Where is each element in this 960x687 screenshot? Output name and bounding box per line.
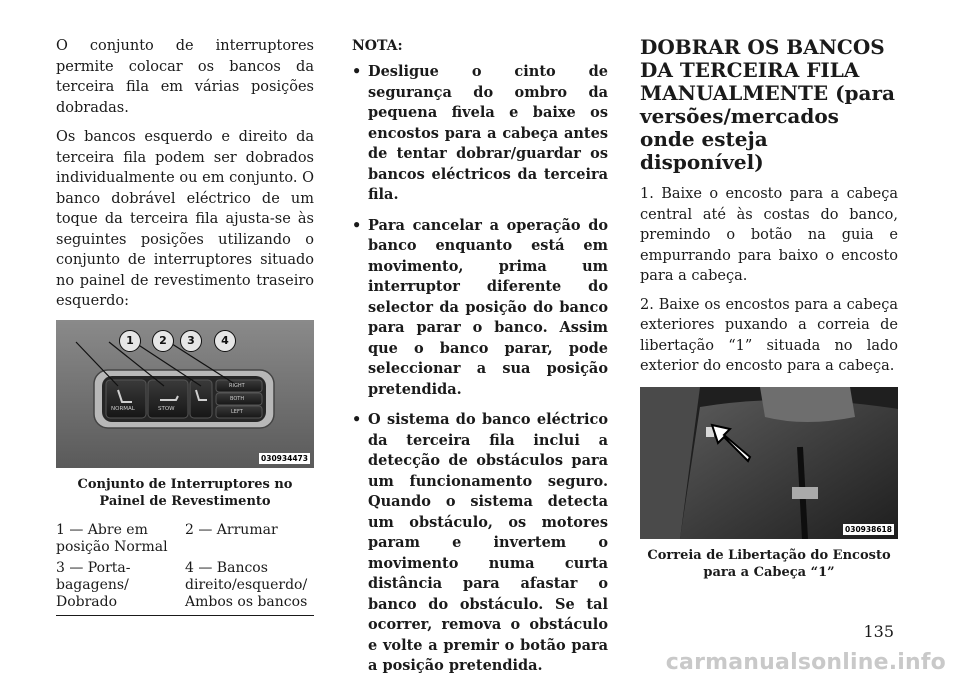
figure-caption: Conjunto de Interruptores no Painel de Revestimento [77,476,293,509]
callout-4: 4 [214,330,236,352]
section-heading: DOBRAR OS BANCOS DA TERCEIRA FILA MANUALMENTE (para versões/mercados onde esteja disponível) [640,35,895,174]
legend-row [56,560,314,615]
legend-item-4: 4 — Bancos direito/esquerdo/ Ambos os bancos [185,559,308,610]
step-2: 2. Baixe os encostos para a cabeça exteriores puxando a correia de libertação “1” situada no lado exterior do encosto para a cabeça. [640,296,898,374]
switch-label-right: RIGHT [229,382,245,389]
note-bullet-1 [352,62,608,206]
note-label: NOTA: [352,38,403,54]
headrest-strap-figure [640,387,898,539]
switch-label-both: BOTH [230,395,245,402]
note-bullet-text: Desligue o cinto de segurança do ombro da pequena fivela e baixe os encostos para a cabeça antes de tentar dobrar/guardar os bancos eléctricos da terceira fila. [368,63,608,203]
middle-column [352,36,608,687]
bullet-icon: • [352,411,362,428]
intro-paragraph: O conjunto de interruptores permite colocar os bancos da terceira fila em várias posições dobradas. [56,38,314,116]
callout-2: 2 [152,330,174,352]
figure-caption: Correia de Libertação do Encosto para a Cabeça “1” [647,547,891,580]
switch-panel-figure [56,320,314,468]
left-column [56,36,314,616]
switch-label-normal: NORMAL [111,405,135,412]
page-number: 135 [863,622,894,641]
legend-row [56,522,314,560]
note-bullet-2 [352,216,608,401]
legend-table [56,522,314,615]
note-bullet-text: Para cancelar a operação do banco enquanto está em movimento, prima um interruptor diferente do selector da posição do banco para parar o banco. Assim que o banco parar, pode seleccionar a sua posição pretendida. [368,216,608,398]
bullet-icon: • [352,216,362,234]
note-bullet-text: O sistema do banco eléctrico da terceira fila inclui a detecção de obstáculos para um funcionamento seguro. Quando o sistema detecta um obstáculo, os motores param e invertem o movimento numa curta distância para afastar o banco do obstáculo. Se tal ocorrer, remova o obstáculo e volte a premir o botão para a posição pretendida. [368,411,608,674]
step-1: 1. Baixe o encosto para a cabeça central até às costas do banco, premindo o botão na guia e empurrando para baixo o encosto para a cabeça. [640,186,898,284]
bullet-icon: • [352,63,362,80]
figure-code: 030934473 [261,453,308,463]
switch-label-stow: STOW [158,405,175,412]
headrest-strap-illustration [640,387,898,539]
legend-item-2: 2 — Arrumar [185,521,278,538]
body-paragraph: Os bancos esquerdo e direito da terceira fila podem ser dobrados individualmente ou em conjunto. O banco dobrável eléctrico de um toque da terceira fila ajusta-se às seguintes posições utilizando o conjunto de interruptores situado no painel de revestimento traseiro esquerdo: [56,129,314,309]
legend-item-3: 3 — Porta-bagagens/ Dobrado [56,559,131,610]
callout-3: 3 [180,330,202,352]
watermark: carmanualsonline.info [665,650,946,675]
note-bullet-3 [352,410,608,677]
callout-1: 1 [119,330,141,352]
legend-item-1: 1 — Abre em posição Normal [56,521,168,555]
right-column [640,36,898,593]
switch-label-left: LEFT [231,408,243,415]
legend-divider [56,615,314,616]
figure-code: 030938618 [845,524,892,534]
